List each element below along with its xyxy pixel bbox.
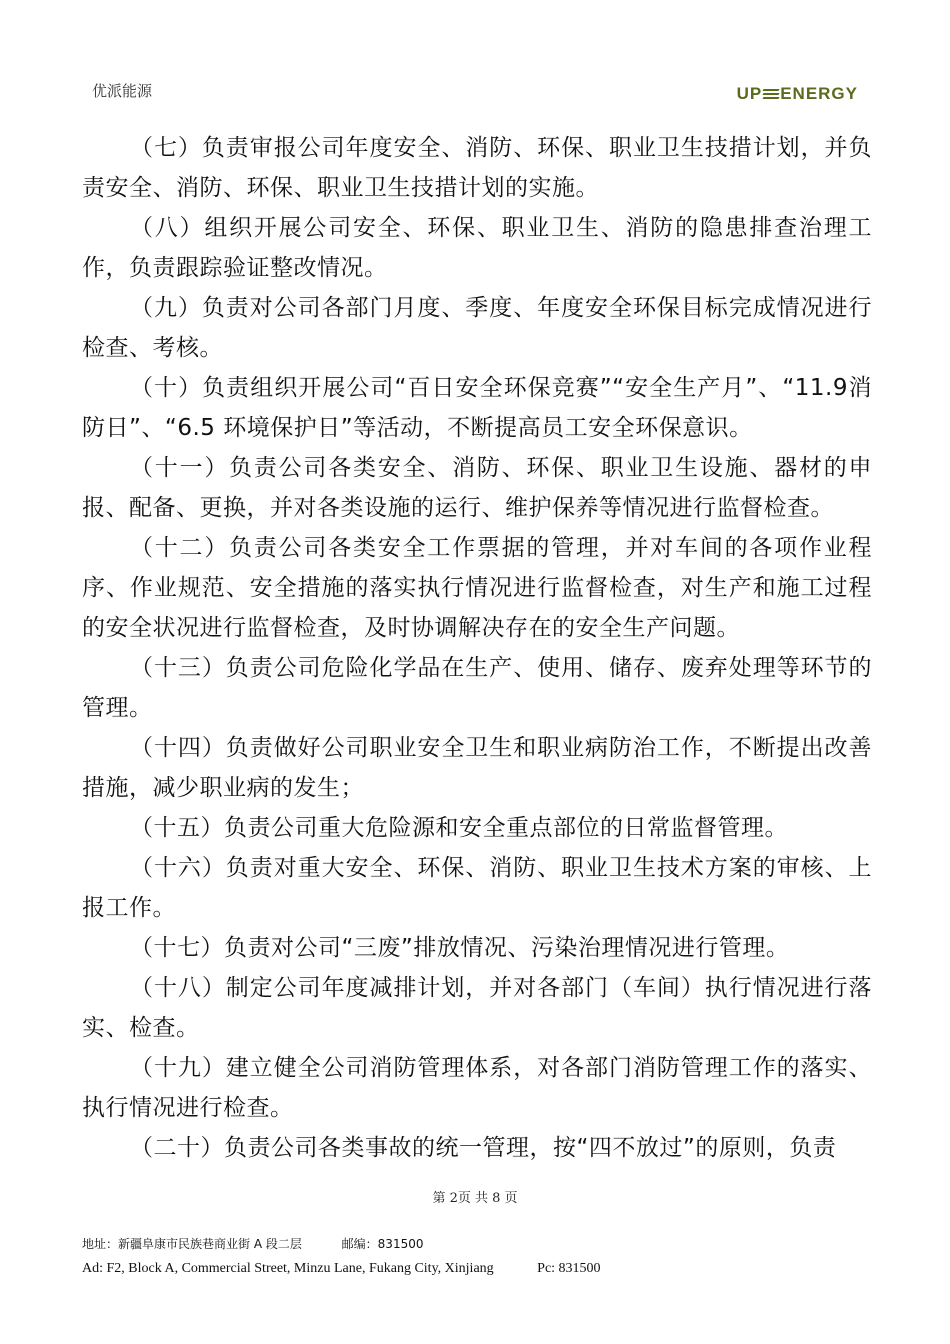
company-logo [737, 84, 858, 104]
paragraph-9: （九）负责对公司各部门月度、季度、年度安全环保目标完成情况进行检查、考核。 [82, 295, 872, 361]
paragraph-8: （八）组织开展公司安全、环保、职业卫生、消防的隐患排查治理工作，负责跟踪验证整改情况。 [82, 215, 872, 281]
paragraph-11: （十一）负责公司各类安全、消防、环保、职业卫生设施、器材的申报、配备、更换，并对各类设施的运行、维护保养等情况进行监督检查。 [82, 455, 872, 521]
paragraph-10: （十）负责组织开展公司“百日安全环保竞赛”“安全生产月”、“11.9消防日”、“6.5 环境保护日”等活动，不断提高员工安全环保意识。 [82, 375, 872, 441]
paragraph-20: （二十）负责公司各类事故的统一管理，按“四不放过”的原则，负责 [130, 1135, 837, 1161]
footer-address-cn: 地址：新疆阜康市民族巷商业街 A 段二层 [82, 1237, 302, 1251]
footer-en [82, 1261, 601, 1277]
paragraph-16: （十六）负责对重大安全、环保、消防、职业卫生技术方案的审核、上报工作。 [82, 855, 872, 921]
footer-cn [82, 1235, 423, 1252]
logo-text-right: ENERGY [780, 84, 858, 103]
paragraph-17: （十七）负责对公司“三废”排放情况、污染治理情况进行管理。 [130, 935, 790, 961]
logo-text-left: UP [736, 84, 763, 103]
footer-address-en: Ad: F2, Block A, Commercial Street, Minzu Lane, Fukang City, Xinjiang [82, 1261, 494, 1276]
paragraph-13: （十三）负责公司危险化学品在生产、使用、储存、废弃处理等环节的管理。 [82, 655, 872, 721]
paragraph-19: （十九）建立健全公司消防管理体系，对各部门消防管理工作的落实、执行情况进行检查。 [82, 1055, 872, 1121]
paragraph-12: （十二）负责公司各类安全工作票据的管理，并对车间的各项作业程序、作业规范、安全措施的落实执行情况进行监督检查，对生产和施工过程的安全状况进行监督检查，及时协调解决存在的安全生产问题。 [82, 535, 872, 641]
paragraph-18: （十八）制定公司年度减排计划，并对各部门（车间）执行情况进行落实、检查。 [82, 975, 872, 1041]
company-name: 优派能源 [92, 82, 153, 100]
footer-postcode-en: Pc: 831500 [537, 1261, 601, 1276]
paragraph-7: （七）负责审报公司年度安全、消防、环保、职业卫生技措计划，并负责安全、消防、环保、职业卫生技措计划的实施。 [82, 135, 872, 201]
paragraph-15: （十五）负责公司重大危险源和安全重点部位的日常监督管理。 [130, 815, 788, 841]
paragraph-14: （十四）负责做好公司职业安全卫生和职业病防治工作，不断提出改善措施，减少职业病的发生； [82, 735, 872, 801]
logo-mark-icon [763, 88, 779, 100]
page-number: 第 2页 共 8 页 [432, 1191, 518, 1206]
document-body [82, 128, 872, 1168]
footer-postcode-cn: 邮编：831500 [341, 1237, 424, 1251]
